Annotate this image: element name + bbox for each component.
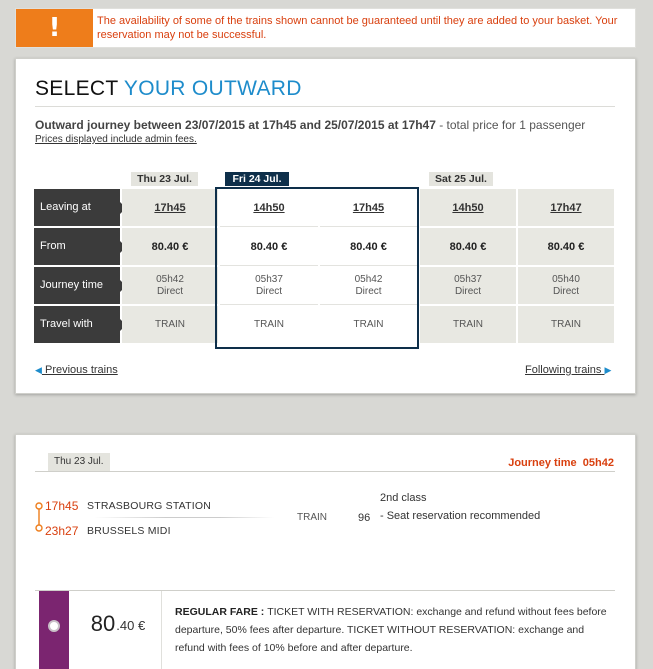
title-plain: SELECT — [35, 77, 119, 100]
train-3-duration-cell[interactable] — [420, 267, 516, 304]
journey-time — [508, 457, 614, 469]
route-line-icon — [35, 502, 45, 532]
admin-fees-link[interactable]: Prices displayed include admin fees. — [35, 134, 197, 145]
train-0-type: Direct — [156, 285, 184, 297]
train-3-mode-cell[interactable] — [420, 306, 516, 343]
train-0-mode: TRAIN — [155, 318, 185, 330]
train-2-type: Direct — [355, 285, 382, 297]
detail-header-line — [35, 471, 615, 472]
row-label-journey-time: Journey time — [34, 267, 120, 304]
departure-station: STRASBOURG STATION — [87, 500, 211, 512]
warning-badge — [16, 9, 93, 47]
train-3-mode: TRAIN — [453, 318, 483, 330]
following-trains-label[interactable]: Following trains — [525, 364, 602, 376]
train-4-duration-cell[interactable] — [518, 267, 614, 304]
fare-description — [175, 603, 615, 657]
train-3-duration: 05h37 — [454, 273, 482, 285]
train-2-duration: 05h42 — [354, 273, 383, 285]
detail-date-tab: Thu 23 Jul. — [48, 453, 110, 471]
fare-separator: : — [257, 606, 268, 618]
train-0-duration-cell[interactable] — [122, 267, 218, 304]
row-label-leaving: Leaving at — [34, 189, 120, 226]
train-4-duration: 05h40 — [552, 273, 580, 285]
cell-divider — [220, 226, 318, 227]
journey-time-value: 05h42 — [582, 457, 614, 469]
train-4-type: Direct — [552, 285, 580, 297]
train-4-time[interactable]: 17h47 — [550, 201, 582, 214]
train-0-leaving[interactable] — [122, 189, 218, 226]
cell-divider — [220, 304, 318, 305]
train-1-duration-cell[interactable] — [220, 267, 318, 304]
train-4-price: 80.40 € — [547, 240, 585, 253]
train-number: 96 — [358, 512, 371, 524]
journey-summary — [35, 118, 585, 132]
cell-divider — [220, 265, 318, 266]
fare-color-strip — [39, 591, 69, 669]
train-1-duration: 05h37 — [255, 273, 283, 285]
train-3-price: 80.40 € — [449, 240, 487, 253]
day-header-sat: Sat 25 Jul. — [429, 172, 493, 186]
transport-mode: TRAIN — [297, 512, 327, 523]
arrival-station: BRUSSELS MIDI — [87, 525, 171, 537]
train-4-leaving[interactable] — [518, 189, 614, 226]
train-1-type: Direct — [255, 285, 283, 297]
exclamation-icon: ! — [48, 13, 61, 43]
train-1-mode-cell[interactable] — [220, 306, 318, 343]
journey-time-label: Journey time — [508, 457, 577, 469]
departure-time: 17h45 — [45, 499, 79, 513]
train-2-mode-cell[interactable] — [320, 306, 417, 343]
train-2-mode: TRAIN — [353, 318, 384, 330]
previous-trains-label[interactable]: Previous trains — [44, 364, 118, 376]
seat-note: - Seat reservation recommended — [380, 510, 541, 522]
summary-bold: Outward journey between 23/07/2015 at 17h45 and 25/07/2015 at 17h47 — [35, 118, 436, 132]
cell-divider — [320, 265, 417, 266]
route-divider — [94, 517, 274, 518]
train-0-price: 80.40 € — [151, 240, 189, 253]
train-2-time[interactable]: 17h45 — [352, 201, 385, 214]
page-title — [35, 77, 302, 101]
arrow-right-icon: ▶ — [604, 365, 612, 375]
train-3-price-cell[interactable] — [420, 228, 516, 265]
fare-name: REGULAR FARE — [175, 606, 258, 618]
fare-price — [75, 591, 161, 669]
day-header-thu: Thu 23 Jul. — [131, 172, 198, 186]
row-label-travel-with: Travel with — [34, 306, 120, 343]
title-divider — [35, 106, 615, 107]
train-3-time[interactable]: 14h50 — [452, 201, 484, 214]
previous-trains-link[interactable] — [35, 364, 118, 376]
journey-detail-panel — [15, 434, 636, 669]
train-0-duration: 05h42 — [156, 273, 184, 285]
train-1-price: 80.40 € — [250, 240, 288, 253]
train-0-mode-cell[interactable] — [122, 306, 218, 343]
cell-divider — [320, 304, 417, 305]
train-4-price-cell[interactable] — [518, 228, 614, 265]
train-1-price-cell[interactable] — [220, 228, 318, 265]
train-2-duration-cell[interactable] — [320, 267, 417, 304]
availability-warning — [15, 8, 636, 48]
fare-conditions: TICKET WITH RESERVATION: exchange and refund without fees before departure, 50% fees after departure. TICKET WITHOUT RESERVATION: exchange and refund with fees of 10% before and after departure. — [175, 606, 607, 654]
travel-class: 2nd class — [380, 492, 427, 504]
fare-price-int: 80 — [90, 611, 116, 636]
train-0-time[interactable]: 17h45 — [154, 201, 186, 214]
train-3-leaving[interactable] — [420, 189, 516, 226]
fare-divider — [161, 591, 162, 669]
fare-radio[interactable] — [48, 620, 60, 632]
train-1-leaving[interactable] — [220, 189, 318, 226]
train-4-mode-cell[interactable] — [518, 306, 614, 343]
train-2-price: 80.40 € — [350, 240, 387, 253]
fare-price-dec: .40 € — [116, 618, 146, 633]
day-header-fri-selected: Fri 24 Jul. — [225, 172, 289, 186]
title-accent: YOUR OUTWARD — [123, 77, 302, 100]
outward-selection-panel — [15, 58, 636, 394]
train-1-time[interactable]: 14h50 — [253, 201, 285, 214]
train-4-mode: TRAIN — [551, 318, 581, 330]
train-2-price-cell[interactable] — [320, 228, 417, 265]
train-2-leaving[interactable] — [320, 189, 417, 226]
fare-option[interactable] — [35, 590, 615, 669]
arrow-left-icon: ◀ — [35, 365, 42, 375]
warning-message: The availability of some of the trains shown cannot be guaranteed until they are added to your basket. Your reservation may not be successful. — [97, 15, 618, 41]
row-label-from: From — [34, 228, 120, 265]
train-1-mode: TRAIN — [254, 318, 284, 330]
following-trains-link[interactable] — [525, 364, 611, 376]
train-0-price-cell[interactable] — [122, 228, 218, 265]
cell-divider — [320, 226, 417, 227]
summary-rest: - total price for 1 passenger — [435, 118, 586, 132]
train-3-type: Direct — [454, 285, 482, 297]
arrival-time: 23h27 — [45, 524, 79, 538]
